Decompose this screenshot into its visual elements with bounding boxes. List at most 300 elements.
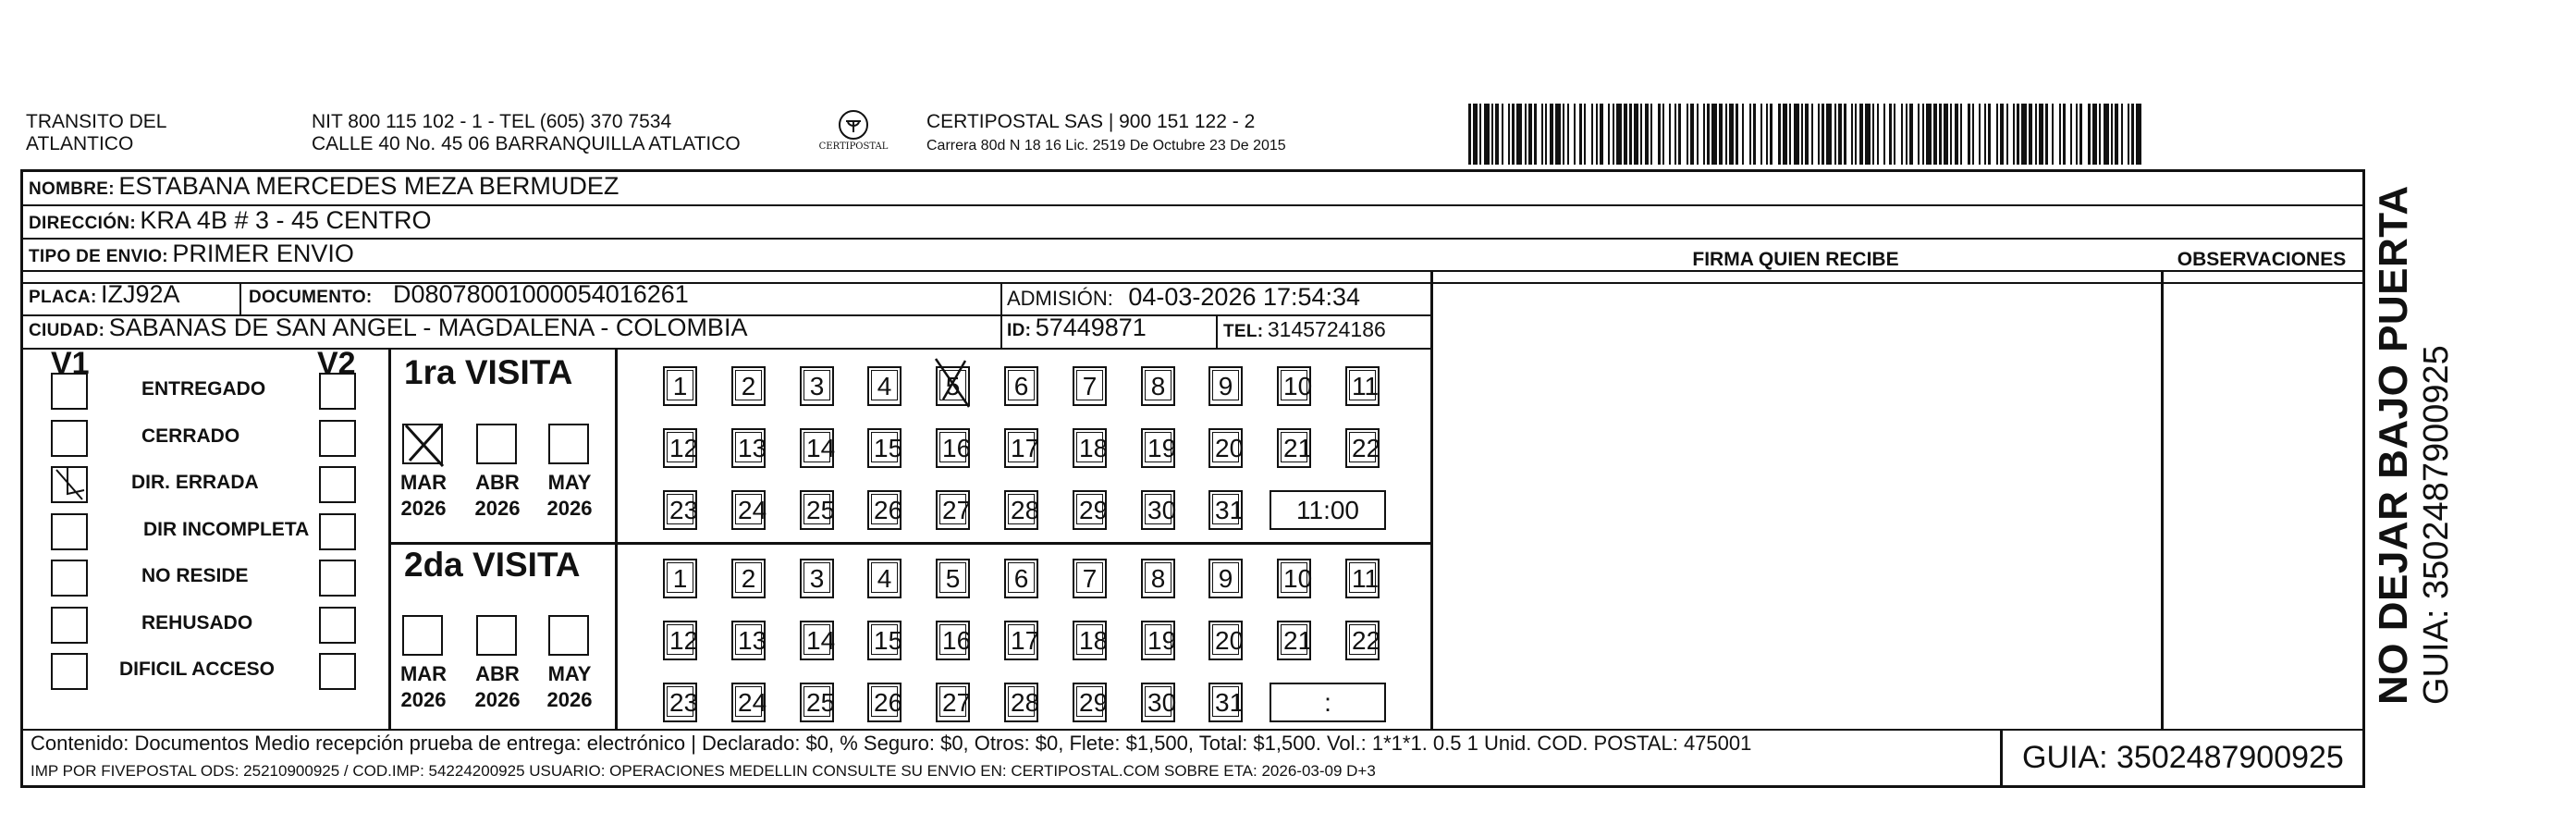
day-number: 3 [803, 370, 830, 400]
month-name: ABR [475, 662, 520, 685]
day-box[interactable] [936, 366, 970, 406]
barcode-bar [1541, 104, 1543, 165]
barcode-bar [1669, 104, 1671, 165]
city-label: CIUDAD: [29, 321, 105, 340]
side-guia: GUIA: 3502487900925 [2417, 345, 2456, 705]
v1-checkbox[interactable] [51, 513, 88, 550]
day-box[interactable] [1277, 428, 1311, 468]
sender-name [26, 111, 166, 155]
day-number: 31 [1212, 494, 1239, 524]
day-number: 8 [1145, 370, 1171, 400]
barcode [1468, 104, 2141, 165]
reason-label: ENTREGADO [141, 378, 266, 400]
day-number: 24 [735, 686, 762, 717]
day-number: 6 [1008, 562, 1035, 593]
day-box[interactable] [867, 366, 902, 406]
barcode-bar [1783, 104, 1787, 165]
barcode-bar [1844, 104, 1846, 165]
day-number: 26 [871, 686, 898, 717]
day-number: 30 [1145, 686, 1171, 717]
day-box[interactable] [731, 366, 766, 406]
courier-info [926, 111, 1286, 155]
sender-nit-line: NIT 800 115 102 - 1 - TEL (605) 370 7534 [312, 111, 672, 132]
barcode-bar [1811, 104, 1813, 165]
day-box[interactable] [867, 683, 902, 722]
day-box[interactable] [1208, 366, 1243, 406]
day-number: 17 [1008, 624, 1035, 655]
v1-checkbox[interactable] [51, 607, 88, 644]
day-box[interactable] [800, 366, 834, 406]
day-number: 28 [1008, 686, 1035, 717]
day-number: 2 [735, 562, 762, 593]
day-box[interactable] [731, 683, 766, 722]
day-box[interactable] [1208, 490, 1243, 530]
barcode-bar [1855, 104, 1857, 165]
barcode-bar [1818, 104, 1820, 165]
reason-label: NO RESIDE [141, 565, 249, 586]
day-number: 26 [871, 494, 898, 524]
day-box[interactable] [1141, 366, 1175, 406]
barcode-bar [1703, 104, 1705, 165]
day-number: 18 [1076, 624, 1103, 655]
address-field [29, 206, 432, 235]
id-field [1007, 314, 1147, 342]
month-label [537, 470, 602, 522]
barcode-bar [1591, 104, 1593, 165]
barcode-bar [1613, 104, 1614, 165]
day-box[interactable] [1208, 621, 1243, 660]
barcode-bar [1766, 104, 1768, 165]
day-number: 23 [667, 494, 693, 524]
barcode-bar [1979, 104, 1981, 165]
barcode-bar [1495, 104, 1499, 165]
day-number: 10 [1281, 562, 1307, 593]
month-label [465, 470, 530, 522]
day-box[interactable] [663, 559, 697, 598]
barcode-bar [2131, 104, 2134, 165]
day-number: 13 [735, 432, 762, 462]
day-box[interactable] [867, 428, 902, 468]
barcode-bar [2035, 104, 2037, 165]
id-value: 57449871 [1035, 314, 1147, 341]
ship-type-field [29, 240, 354, 268]
month-year: 2026 [474, 497, 521, 520]
sender-address-line: CALLE 40 No. 45 06 BARRANQUILLA ATLATICO [312, 133, 741, 154]
day-box[interactable] [1208, 428, 1243, 468]
v2-checkbox[interactable] [319, 653, 356, 690]
barcode-bar [1650, 104, 1652, 165]
barcode-bar [1960, 104, 1962, 165]
name-field [29, 172, 619, 201]
day-box[interactable] [1073, 683, 1107, 722]
day-box[interactable] [867, 621, 902, 660]
month-checkbox[interactable] [548, 424, 589, 464]
day-box[interactable] [663, 621, 697, 660]
day-box[interactable] [936, 490, 970, 530]
day-box[interactable] [1004, 621, 1038, 660]
barcode-bar [2076, 104, 2078, 165]
day-number: 11 [1349, 562, 1376, 593]
day-number: 23 [667, 686, 693, 717]
day-number: 9 [1212, 562, 1239, 593]
document-value: D08078001000054016261 [393, 280, 689, 308]
address-value: KRA 4B # 3 - 45 CENTRO [140, 206, 432, 234]
barcode-bar [1859, 104, 1863, 165]
day-number: 20 [1212, 624, 1239, 655]
month-name: MAY [547, 662, 592, 685]
month-checkbox[interactable] [548, 615, 589, 656]
barcode-bar [1616, 104, 1622, 165]
day-box[interactable] [1004, 428, 1038, 468]
barcode-bar [1933, 104, 1937, 165]
barcode-bar [1805, 104, 1809, 165]
day-box[interactable] [1141, 490, 1175, 530]
month-name: MAR [399, 662, 448, 685]
barcode-bar [2029, 104, 2032, 165]
day-box[interactable] [1208, 683, 1243, 722]
barcode-bar [1988, 104, 1991, 165]
day-box[interactable] [1073, 490, 1107, 530]
tel-value: 3145724186 [1267, 317, 1386, 341]
day-number: 22 [1349, 432, 1376, 462]
day-box[interactable] [800, 428, 834, 468]
day-number: 12 [667, 432, 693, 462]
day-number: 4 [871, 562, 898, 593]
sender-name-line2: ATLANTICO [26, 133, 134, 154]
day-box[interactable] [1277, 366, 1311, 406]
barcode-bar [1525, 104, 1527, 165]
day-box[interactable] [1277, 621, 1311, 660]
barcode-bar [1555, 104, 1561, 165]
sender-name-line1: TRANSITO DEL [26, 111, 167, 132]
barcode-bar [1939, 104, 1942, 165]
day-number: 27 [939, 494, 966, 524]
barcode-bar [1608, 104, 1610, 165]
barcode-bar [1550, 104, 1553, 165]
barcode-bar [1545, 104, 1547, 165]
day-box[interactable] [1141, 559, 1175, 598]
day-number: 8 [1145, 562, 1171, 593]
month-year: 2026 [474, 688, 521, 711]
barcode-bar [1508, 104, 1510, 165]
barcode-bar [2092, 104, 2097, 165]
day-number: 15 [871, 432, 898, 462]
plate-field [29, 280, 180, 309]
day-number: 27 [939, 686, 966, 717]
reason-label: CERRADO [141, 425, 240, 447]
barcode-bar [2136, 104, 2141, 165]
barcode-bar [1662, 104, 1664, 165]
city-field [29, 314, 747, 342]
reason-label: DIR INCOMPLETA [143, 518, 310, 540]
month-name: MAY [547, 471, 592, 494]
barcode-bar [1473, 104, 1478, 165]
imp-line: IMP POR FIVEPOSTAL ODS: 25210900925 / COD.IMP: 54224200925 USUARIO: OPERACIONES MEDELLIN CONSULTE SU ENVIO EN: CERTIPOSTAL.COM SOBRE ETA: 2026-03-09 D+3 [31, 762, 1376, 780]
day-number: 31 [1212, 686, 1239, 717]
courier-address: Carrera 80d N 18 16 Lic. 2519 De Octubre 23 De 2015 [926, 138, 1286, 154]
day-box[interactable] [800, 683, 834, 722]
day-number: 11 [1349, 370, 1376, 400]
day-box[interactable] [867, 490, 902, 530]
side-notice [2372, 185, 2457, 705]
barcode-bar [2099, 104, 2101, 165]
name-value: ESTABANA MERCEDES MEZA BERMUDEZ [118, 172, 619, 200]
day-box[interactable] [731, 490, 766, 530]
day-box[interactable] [936, 559, 970, 598]
barcode-bar [1749, 104, 1751, 165]
barcode-bar [1968, 104, 1970, 165]
day-box[interactable] [936, 621, 970, 660]
month-checkbox[interactable] [402, 424, 443, 464]
barcode-bar [1584, 104, 1586, 165]
day-number: 19 [1145, 624, 1171, 655]
plate-label: PLACA: [29, 288, 97, 307]
day-number: 1 [667, 370, 693, 400]
v1-checkbox[interactable] [51, 420, 88, 457]
barcode-bar [1516, 104, 1522, 165]
day-box[interactable] [663, 428, 697, 468]
day-box[interactable] [800, 490, 834, 530]
day-number: 3 [803, 562, 830, 593]
day-box[interactable] [936, 428, 970, 468]
barcode-bar [1491, 104, 1493, 165]
courier-name: CERTIPOSTAL SAS | 900 151 122 - 2 [926, 111, 1256, 132]
tel-label: TEL: [1223, 322, 1264, 341]
barcode-bar [1894, 104, 1895, 165]
barcode-bar [1984, 104, 1986, 165]
barcode-bar [2070, 104, 2072, 165]
barcode-bar [1955, 104, 1958, 165]
certipostal-logo-icon [812, 108, 895, 160]
v2-checkbox[interactable] [319, 560, 356, 597]
day-number: 30 [1145, 494, 1171, 524]
v2-checkbox[interactable] [319, 607, 356, 644]
month-year: 2026 [400, 688, 447, 711]
logo-text: CERTIPOSTAL [818, 142, 889, 152]
day-number: 16 [939, 432, 966, 462]
day-number: 29 [1076, 494, 1103, 524]
signature-header: FIRMA QUIEN RECIBE [1692, 249, 1899, 270]
barcode-bar [2017, 104, 2019, 165]
barcode-bar [2021, 104, 2027, 165]
time-box[interactable]: 11:00 [1270, 490, 1386, 530]
v2-checkbox[interactable] [319, 466, 356, 503]
month-checkbox[interactable] [402, 615, 443, 656]
barcode-bar [1950, 104, 1952, 165]
first-visit-title: 1ra VISITA [404, 353, 573, 391]
day-box[interactable] [800, 559, 834, 598]
barcode-bar [2115, 104, 2118, 165]
day-number: 10 [1281, 370, 1307, 400]
barcode-bar [1479, 104, 1481, 165]
delivery-form [20, 169, 2365, 788]
barcode-bar [1906, 104, 1907, 165]
barcode-bar [1926, 104, 1932, 165]
barcode-bar [1629, 104, 1632, 165]
barcode-bar [1865, 104, 1871, 165]
barcode-bar [1851, 104, 1853, 165]
barcode-bar [1534, 104, 1537, 165]
barcode-bar [1719, 104, 1723, 165]
day-box[interactable] [1004, 366, 1038, 406]
address-label: DIRECCIÓN: [29, 214, 136, 233]
barcode-bar [1770, 104, 1773, 165]
day-box[interactable] [1073, 366, 1107, 406]
barcode-bar [1736, 104, 1738, 165]
day-number: 20 [1212, 432, 1239, 462]
barcode-bar [1889, 104, 1892, 165]
month-checkbox[interactable] [476, 424, 517, 464]
admission-label: ADMISIÓN: [1007, 287, 1113, 310]
day-box[interactable] [1345, 559, 1380, 598]
reason-label: DIFICIL ACCESO [119, 659, 276, 680]
v1-checkbox[interactable] [51, 560, 88, 597]
day-number: 13 [735, 624, 762, 655]
barcode-bar [1778, 104, 1781, 165]
day-box[interactable] [1345, 428, 1380, 468]
barcode-bar [1883, 104, 1885, 165]
day-box[interactable] [936, 683, 970, 722]
day-number: 2 [735, 370, 762, 400]
day-number: 17 [1008, 432, 1035, 462]
barcode-bar [1909, 104, 1913, 165]
day-box[interactable] [800, 621, 834, 660]
day-number: 12 [667, 624, 693, 655]
day-number: 16 [939, 624, 966, 655]
day-box[interactable] [1073, 428, 1107, 468]
side-warning: NO DEJAR BAJO PUERTA [2371, 185, 2416, 705]
day-box[interactable] [1141, 428, 1175, 468]
barcode-bar [1725, 104, 1727, 165]
guia-number: GUIA: 3502487900925 [2022, 740, 2344, 775]
day-box[interactable] [1141, 621, 1175, 660]
day-number: 24 [735, 494, 762, 524]
barcode-bar [2000, 104, 2004, 165]
month-year: 2026 [546, 497, 593, 520]
day-number: 14 [803, 432, 830, 462]
document-field [249, 280, 689, 309]
day-box[interactable] [1277, 559, 1311, 598]
day-box[interactable] [1345, 366, 1380, 406]
v1-checkbox[interactable] [51, 653, 88, 690]
barcode-bar [1742, 104, 1744, 165]
barcode-bar [2128, 104, 2129, 165]
month-name: ABR [475, 471, 520, 494]
barcode-bar [1918, 104, 1920, 165]
time-box[interactable]: : [1270, 683, 1386, 722]
reason-label: DIR. ERRADA [131, 472, 259, 493]
day-number: 7 [1076, 562, 1103, 593]
day-number: 21 [1281, 624, 1307, 655]
day-box[interactable] [663, 366, 697, 406]
certipostal-logo [812, 108, 895, 160]
barcode-bar [2111, 104, 2113, 165]
barcode-bar [1711, 104, 1717, 165]
day-number: 15 [871, 624, 898, 655]
day-box[interactable] [1004, 490, 1038, 530]
document-label: DOCUMENTO: [249, 288, 373, 307]
day-box[interactable] [867, 559, 902, 598]
day-box[interactable] [731, 559, 766, 598]
barcode-bar [1877, 104, 1879, 165]
barcode-bar [1838, 104, 1842, 165]
v2-checkbox[interactable] [319, 513, 356, 550]
second-visit-title: 2da VISITA [404, 546, 581, 584]
barcode-bar [1826, 104, 1832, 165]
barcode-bar [2045, 104, 2048, 165]
day-number: 1 [667, 562, 693, 593]
barcode-bar [1760, 104, 1762, 165]
day-number: 6 [1008, 370, 1035, 400]
month-year: 2026 [400, 497, 447, 520]
barcode-bar [1922, 104, 1924, 165]
v2-header: V2 [317, 346, 356, 381]
v1-checkbox[interactable] [51, 466, 88, 503]
day-box[interactable] [1004, 559, 1038, 598]
barcode-bar [2039, 104, 2043, 165]
sender-info [312, 111, 741, 155]
day-number: 7 [1076, 370, 1103, 400]
day-box[interactable] [1004, 683, 1038, 722]
barcode-bar [1468, 104, 1471, 165]
day-number: 25 [803, 686, 830, 717]
tel-field [1223, 317, 1386, 342]
barcode-bar [1834, 104, 1836, 165]
month-checkbox[interactable] [476, 615, 517, 656]
day-box[interactable] [663, 683, 697, 722]
month-label [391, 470, 456, 522]
observations-header: OBSERVACIONES [2177, 249, 2347, 270]
content-line: Contenido: Documentos Medio recepción prueba de entrega: electrónico | Declarado: $0, % Seguro: $0, Otros: $0, Flete: $1,500, Total: $1,500. Vol.: 1*1*1. 0.5 1 Unid. COD. POSTAL: 475001 [31, 732, 1752, 755]
barcode-bar [2121, 104, 2123, 165]
day-box[interactable] [1073, 621, 1107, 660]
city-value: SABANAS DE SAN ANGEL - MAGDALENA - COLOMBIA [108, 314, 748, 341]
barcode-bar [1634, 104, 1638, 165]
day-box[interactable] [1073, 559, 1107, 598]
barcode-bar [1872, 104, 1874, 165]
day-box[interactable] [731, 428, 766, 468]
v1-checkbox[interactable] [51, 373, 88, 410]
barcode-bar [1972, 104, 1974, 165]
barcode-bar [1729, 104, 1734, 165]
day-box[interactable] [1345, 621, 1380, 660]
barcode-bar [1789, 104, 1791, 165]
barcode-bar [1901, 104, 1903, 165]
day-number: 14 [803, 624, 830, 655]
day-box[interactable] [731, 621, 766, 660]
day-number: 29 [1076, 686, 1103, 717]
day-number: 5 [939, 562, 966, 593]
day-number: 9 [1212, 370, 1239, 400]
barcode-bar [1579, 104, 1582, 165]
plate-value: IZJ92A [101, 280, 180, 308]
barcode-bar [1624, 104, 1627, 165]
barcode-bar [1528, 104, 1532, 165]
ship-type-value: PRIMER ENVIO [172, 240, 354, 267]
day-number: 4 [871, 370, 898, 400]
barcode-bar [2104, 104, 2109, 165]
v2-checkbox[interactable] [319, 373, 356, 410]
barcode-bar [1822, 104, 1824, 165]
day-box[interactable] [1141, 683, 1175, 722]
barcode-bar [1996, 104, 1998, 165]
v2-checkbox[interactable] [319, 420, 356, 457]
day-number: 5 [939, 370, 966, 400]
day-number: 21 [1281, 432, 1307, 462]
month-label [537, 661, 602, 713]
day-box[interactable] [1208, 559, 1243, 598]
day-box[interactable] [663, 490, 697, 530]
